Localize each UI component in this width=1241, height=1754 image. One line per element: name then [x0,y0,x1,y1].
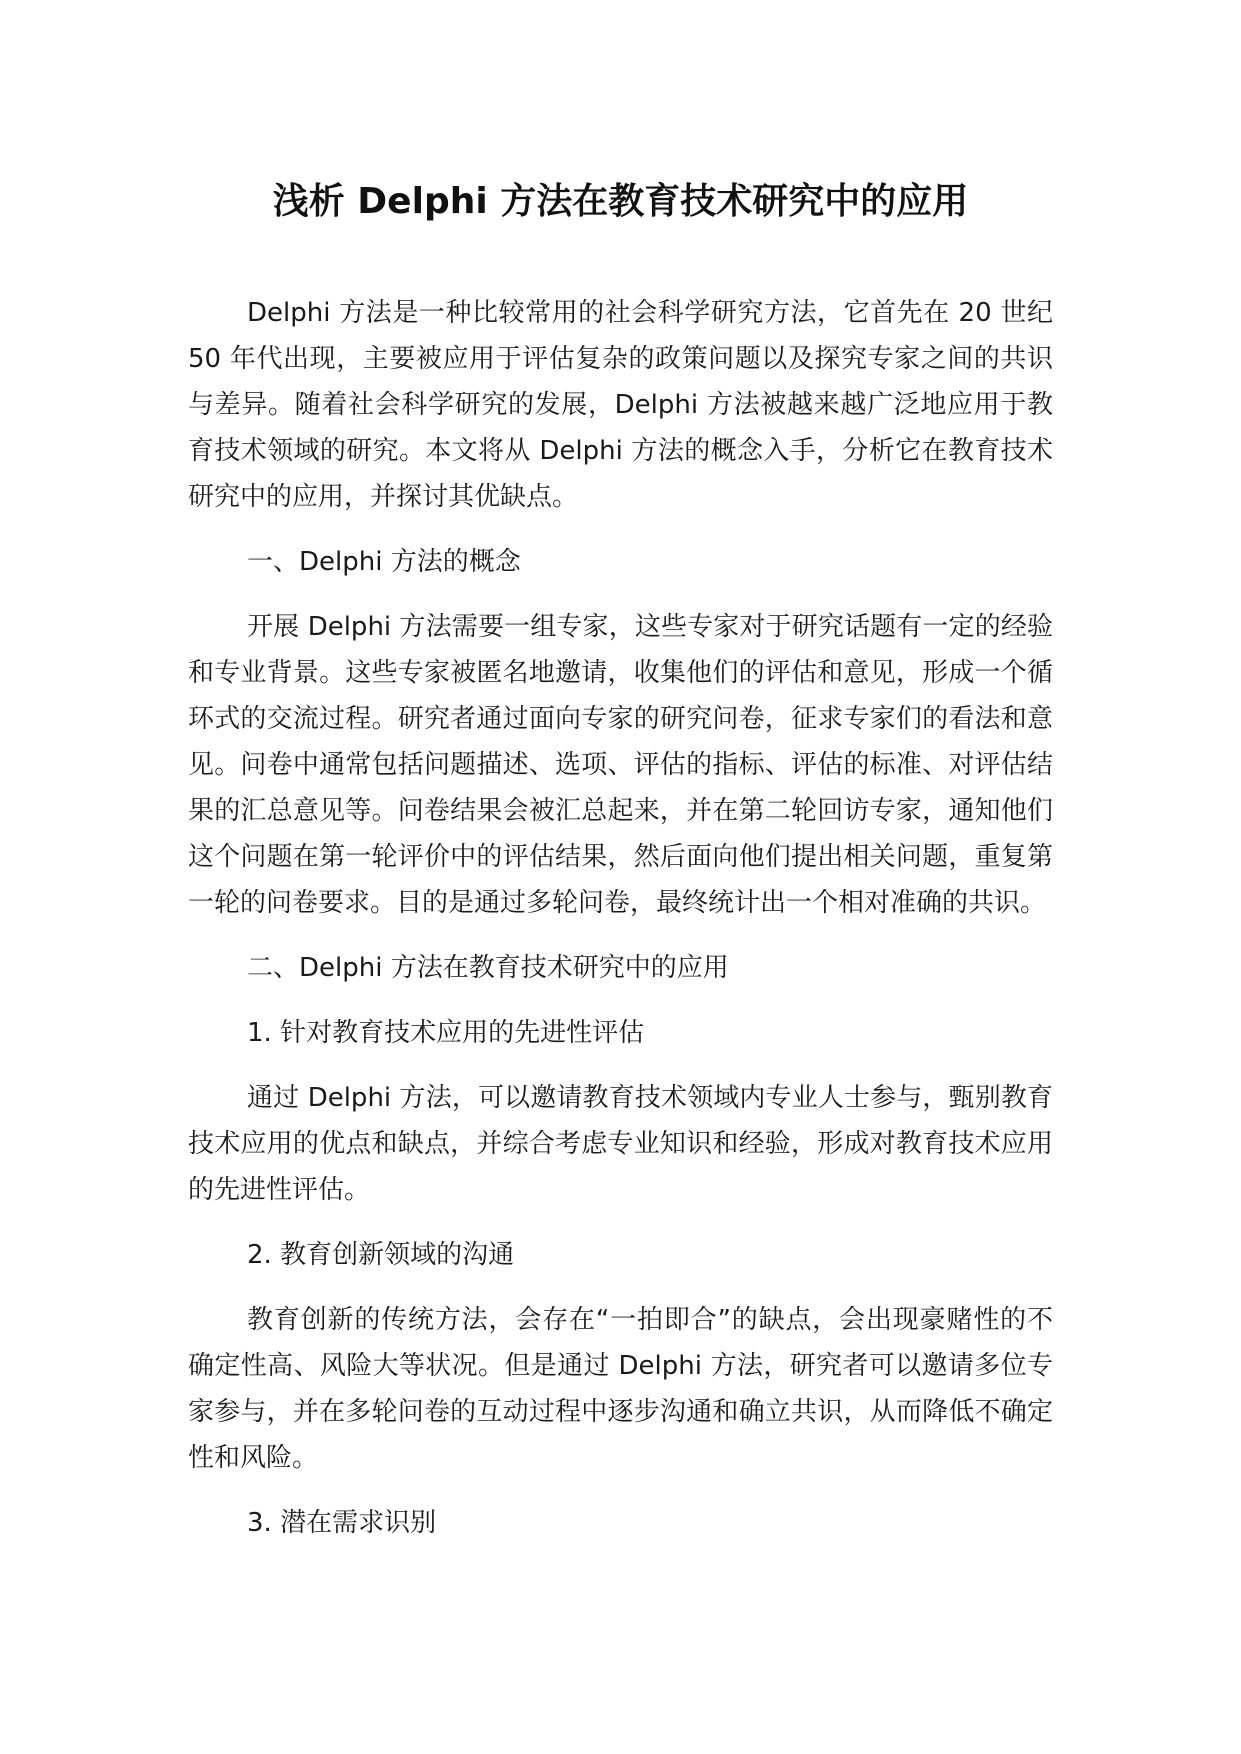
paragraph-assessment: 通过 Delphi 方法，可以邀请教育技术领域内专业人士参与，甄别教育技术应用的优点和缺点，并综合考虑专业知识和经验，形成对教育技术应用的先进性评估。 [188,1083,1053,1205]
document-title: 浅析 Delphi 方法在教育技术研究中的应用 [272,181,969,222]
paragraph-intro: Delphi 方法是一种比较常用的社会科学研究方法，它首先在 20 世纪 50 年代出现，主要被应用于评估复杂的政策问题以及探究专家之间的共识与差异。随着社会科学研究的发展，Delphi 方法被越来越广泛地应用于教育技术领域的研究。本文将从 Delphi 方法的概念入手，分析它在教育技术研究中的应用，并探讨其优缺点。 [188,298,1053,512]
subsection-heading-assessment: 1. 针对教育技术应用的先进性评估 [247,1018,645,1048]
section-heading-application: 二、Delphi 方法在教育技术研究中的应用 [247,953,729,983]
document-body [188,290,1053,1565]
subsection-heading-communication: 2. 教育创新领域的沟通 [247,1240,515,1270]
paragraph-communication: 教育创新的传统方法，会存在“一拍即合”的缺点，会出现豪赌性的不确定性高、风险大等状况。但是通过 Delphi 方法，研究者可以邀请多位专家参与，并在多轮问卷的互动过程中逐步沟通和确立共识，从而降低不确定性和风险。 [188,1305,1053,1473]
paragraph-concept: 开展 Delphi 方法需要一组专家，这些专家对于研究话题有一定的经验和专业背景。这些专家被匿名地邀请，收集他们的评估和意见，形成一个循环式的交流过程。研究者通过面向专家的研究问卷，征求专家们的看法和意见。问卷中通常包括问题描述、选项、评估的指标、评估的标准、对评估结果的汇总意见等。问卷结果会被汇总起来，并在第二轮回访专家，通知他们这个问题在第一轮评价中的评估结果，然后面向他们提出相关问题，重复第一轮的问卷要求。目的是通过多轮问卷，最终统计出一个相对准确的共识。 [188,612,1053,918]
section-heading-concept: 一、Delphi 方法的概念 [247,547,521,577]
subsection-heading-needs: 3. 潜在需求识别 [247,1508,437,1538]
